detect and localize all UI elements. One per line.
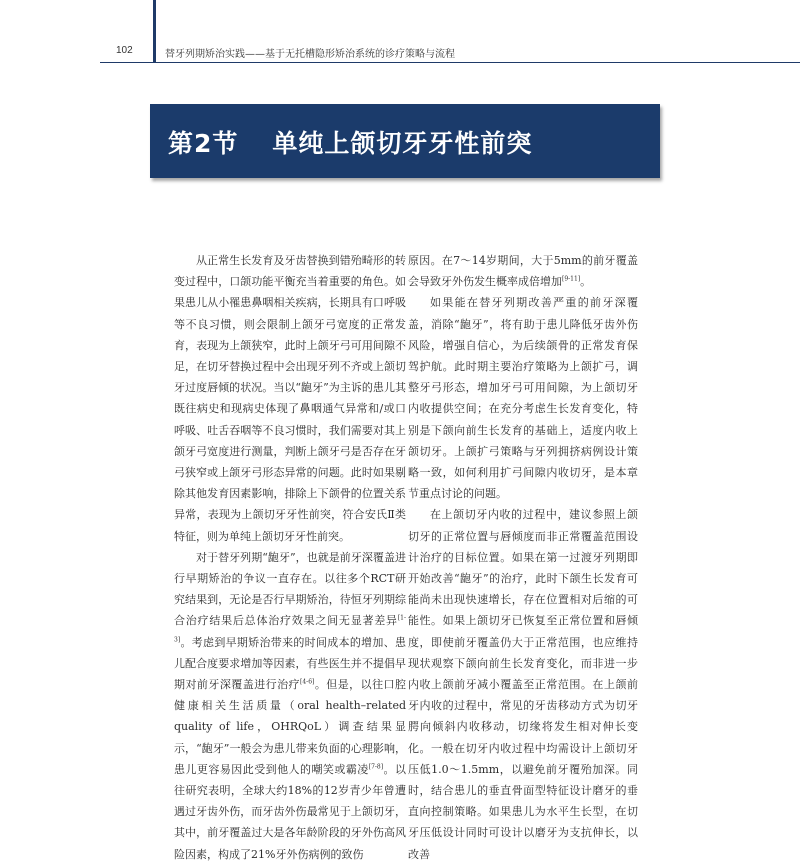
paragraph-text: 。以往研究表明，全球大约18%的12岁青少年曾遭遇过牙齿外伤，而牙齿外伤最常见于上颌切牙，其中，前牙覆盖过大是各年龄阶段的牙外伤高风险因素，构成了21%牙外伤病例的致伤 bbox=[174, 762, 407, 861]
right-text-column bbox=[408, 250, 638, 865]
left-text-column bbox=[174, 250, 406, 865]
citation: [7-8] bbox=[368, 763, 384, 771]
citation: [4-6] bbox=[300, 678, 315, 686]
section-number: 第2节 bbox=[168, 129, 239, 158]
paragraph: 从正常生长发育及牙齿替换到错殆畸形的转变过程中，口颌功能平衡充当着重要的角色。如果患儿从小罹患鼻咽相关疾病，长期具有口呼吸等不良习惯，则会限制上颌牙弓宽度的正常发育，表现为上颌狭窄，此时上颌牙弓可用间隙不足，在切牙替换过程中会出现牙列不齐或上颌切牙过度唇倾的状况。当以“龅牙”为主诉的患儿其既往病史和现病史体现了鼻咽通气异常和/或口呼吸、吐舌吞咽等不良习惯时，我们需要对其上颌牙弓宽度进行测量，判断上颌牙弓是否存在牙弓狭窄或上颌牙弓形态异常的问题。此时如果剔除其他发育因素影响，排除上下颌骨的位置关系异常，表现为上颌切牙牙性前突，符合安氏Ⅱ类特征，则为单纯上颌切牙牙性前突。 bbox=[174, 254, 406, 543]
section-title bbox=[168, 124, 532, 160]
running-header-title: 替牙列期矫治实践——基于无托槽隐形矫治系统的诊疗策略与流程 bbox=[165, 49, 455, 60]
paragraph: 在上颌切牙内收的过程中，建议参照上颌切牙的正常位置与唇倾度而非正常覆盖范围设计治疗的目标位置。如果在第一过渡牙列期即开始改善“龅牙”的治疗，此时下颌生长发育可能尚未出现快速增长，存在位置相对后缩的可能性。如果上颌切牙已恢复至正常位置和唇倾度，即使前牙覆盖仍大于正常范围，也应维持现状观察下颌向前生长发育变化，而非进一步内收上颌前牙减小覆盖至正常范围。在上颌前牙内收的过程中，常见的牙齿移动方式为切牙腭向倾斜内收移动，切缘将发生相对伸长变化。一般在切牙内收过程中均需设计上颌切牙压低1.0～1.5mm，以避免前牙覆殆加深。同时，结合患儿的垂直骨面型特征设计磨牙的垂直向控制策略。如果患儿为水平生长型，在切牙压低设计同时可设计以磨牙为支抗伸长，以改善 bbox=[408, 508, 638, 861]
paragraph-text: 原因。在7～14岁期间，大于5mm的前牙覆盖会导致牙外伤发生概率成倍增加 bbox=[408, 254, 638, 289]
citation: [9-11] bbox=[562, 275, 581, 283]
citation: [1-3] bbox=[174, 614, 406, 643]
paragraph-text: 对于替牙列期“龅牙”，也就是前牙深覆盖进行早期矫治的争议一直存在。以往多个RCT研究结果到，无论是否行早期矫治，待恒牙列期综合治疗结果后总体治疗效果之间无显著差异 bbox=[174, 550, 406, 628]
paragraph-text: 。考虑到早期矫治带来的时间成本的增加、患儿配合度要求增加等因素，有些医生并不提倡早期对前牙深覆盖进行治疗 bbox=[174, 635, 406, 692]
section-heading: 单纯上颌切牙牙性前突 bbox=[272, 129, 533, 158]
paragraph-text: 。但是，以往口腔健康相关生活质量（oral health–related quality of life，OHRQoL）调查结果显示，“龅牙”一般会为患儿带来负面的心理影响，患儿更容易因此受到他人的嘲笑或霸凌 bbox=[174, 678, 407, 776]
paragraph bbox=[174, 547, 406, 865]
paragraph bbox=[408, 250, 638, 292]
section-banner bbox=[150, 104, 660, 178]
header-horizontal-rule bbox=[100, 62, 800, 63]
paragraph: 如果能在替牙列期改善严重的前牙深覆盖，消除“龅牙”，将有助于患儿降低牙齿外伤风险，增强自信心，为后续颌骨的正常发育保驾护航。此时期主要治疗策略为上颌扩弓，调整牙弓形态，增加牙弓可用间隙，为上颌切牙内收提供空间；在充分考虑生长发育变化，特别是下颌向前生长发育的基础上，适度内收上颌切牙。上颌扩弓策略与牙列拥挤病例设计策略一致，如何利用扩弓间隙内收切牙，是本章节重点讨论的问题。 bbox=[408, 296, 638, 501]
page-number: 102 bbox=[116, 45, 133, 56]
paragraph-text: 。 bbox=[580, 275, 592, 289]
header-vertical-rule bbox=[153, 0, 156, 62]
